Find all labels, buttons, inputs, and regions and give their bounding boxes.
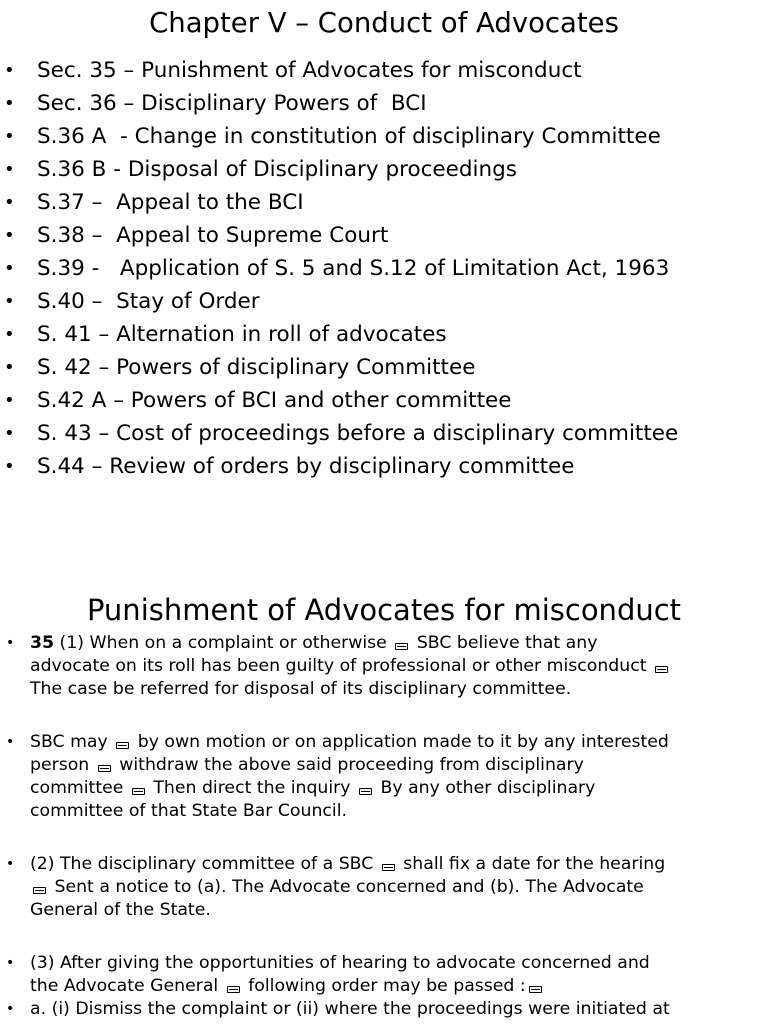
list-item-text: S.36 B - Disposal of Disciplinary proceedings [37, 157, 517, 182]
list-item [0, 252, 678, 285]
paragraph-text: Then direct the inquiry [147, 778, 356, 798]
list-item [0, 351, 678, 384]
list-item-text: S. 43 – Cost of proceedings before a disciplinary committee [37, 421, 679, 446]
paragraph-text: by own motion or on application made to it by any interested person [30, 732, 669, 775]
paragraph-list [0, 632, 760, 1021]
list-item [0, 417, 678, 450]
paragraph-text: SBC believe that any advocate on its roll has been guilty of professional or other misconduct [30, 633, 647, 676]
paragraph-item [0, 998, 760, 1021]
list-item [0, 219, 678, 252]
list-item [0, 120, 678, 153]
missing-glyph-icon [116, 742, 129, 749]
bullet-icon: • [6, 955, 15, 971]
missing-glyph-icon [98, 765, 111, 772]
bullet-icon: • [6, 856, 15, 872]
list-item-text: Sec. 35 – Punishment of Advocates for misconduct [37, 58, 582, 83]
bullet-icon: • [6, 1001, 15, 1017]
bullet-icon: • [4, 423, 15, 444]
list-item [0, 450, 678, 483]
bullet-icon: • [4, 93, 15, 114]
paragraph-text: a. (i) Dismiss the complaint or (ii) where the proceedings were initiated at [30, 999, 670, 1019]
paragraph-item [0, 731, 760, 823]
list-item-text: S.44 – Review of orders by disciplinary committee [37, 454, 575, 479]
bullet-icon: • [4, 192, 15, 213]
paragraph-text: (2) The disciplinary committee of a SBC [30, 854, 379, 874]
bullet-icon: • [4, 291, 15, 312]
paragraph-text: withdraw the above said proceeding from disciplinary committee [30, 755, 584, 798]
list-item-text: S.42 A – Powers of BCI and other committee [37, 388, 512, 413]
paragraph-text: Sent a notice to (a). The Advocate concerned and (b). The Advocate General of the State. [30, 877, 644, 920]
bullet-icon: • [4, 456, 15, 477]
missing-glyph-icon [395, 643, 408, 650]
list-item-text: Sec. 36 – Disciplinary Powers of BCI [37, 91, 427, 116]
list-item-text: S.39 - Application of S. 5 and S.12 of Limitation Act, 1963 [37, 256, 670, 281]
bullet-icon: • [4, 324, 15, 345]
bullet-icon: • [6, 635, 15, 651]
paragraph-text: The case be referred for disposal of its disciplinary committee. [30, 679, 572, 699]
list-item-text: S. 42 – Powers of disciplinary Committee [37, 355, 476, 380]
paragraph-text: SBC may [30, 732, 114, 752]
list-item-text: S.36 A - Change in constitution of disciplinary Committee [37, 124, 661, 149]
bullet-icon: • [4, 225, 15, 246]
missing-glyph-icon [132, 788, 145, 795]
section-list [0, 54, 678, 483]
missing-glyph-icon [382, 864, 395, 871]
missing-glyph-icon [655, 666, 668, 673]
list-item [0, 87, 678, 120]
section-number: 35 [30, 633, 55, 653]
paragraph-item [0, 952, 760, 998]
slide-punishment [0, 588, 768, 1024]
paragraph-text: shall fix a date for the hearing [403, 854, 666, 874]
paragraph-item [0, 632, 760, 701]
bullet-icon: • [4, 357, 15, 378]
bullet-icon: • [6, 734, 15, 750]
bullet-icon: • [4, 390, 15, 411]
slide-chapter-v [0, 0, 768, 500]
list-item [0, 153, 678, 186]
list-item [0, 54, 678, 87]
paragraph-text: (3) After giving the opportunities of hearing to advocate concerned and the Advocate General [30, 953, 650, 996]
bullet-icon: • [4, 258, 15, 279]
list-item [0, 285, 678, 318]
bullet-icon: • [4, 126, 15, 147]
list-item-text: S.38 – Appeal to Supreme Court [37, 223, 389, 248]
missing-glyph-icon [359, 788, 372, 795]
paragraph-text: By any other disciplinary committee of that State Bar Council. [30, 778, 596, 821]
bullet-icon: • [4, 60, 15, 81]
missing-glyph-icon [33, 887, 46, 894]
list-item [0, 186, 678, 219]
list-item-text: S.40 – Stay of Order [37, 289, 260, 314]
bullet-icon: • [4, 159, 15, 180]
list-item [0, 384, 678, 417]
missing-glyph-icon [227, 986, 240, 993]
list-item-text: S.37 – Appeal to the BCI [37, 190, 304, 215]
paragraph-text: following order may be passed : [242, 976, 526, 996]
slide-title: Punishment of Advocates for misconduct [86, 593, 682, 627]
missing-glyph-icon [529, 986, 542, 993]
list-item-text: S. 41 – Alternation in roll of advocates [37, 322, 447, 347]
slide-title: Chapter V – Conduct of Advocates [149, 7, 619, 39]
paragraph-text: (1) When on a complaint or otherwise [54, 633, 393, 653]
list-item [0, 318, 678, 351]
paragraph-item [0, 853, 760, 922]
